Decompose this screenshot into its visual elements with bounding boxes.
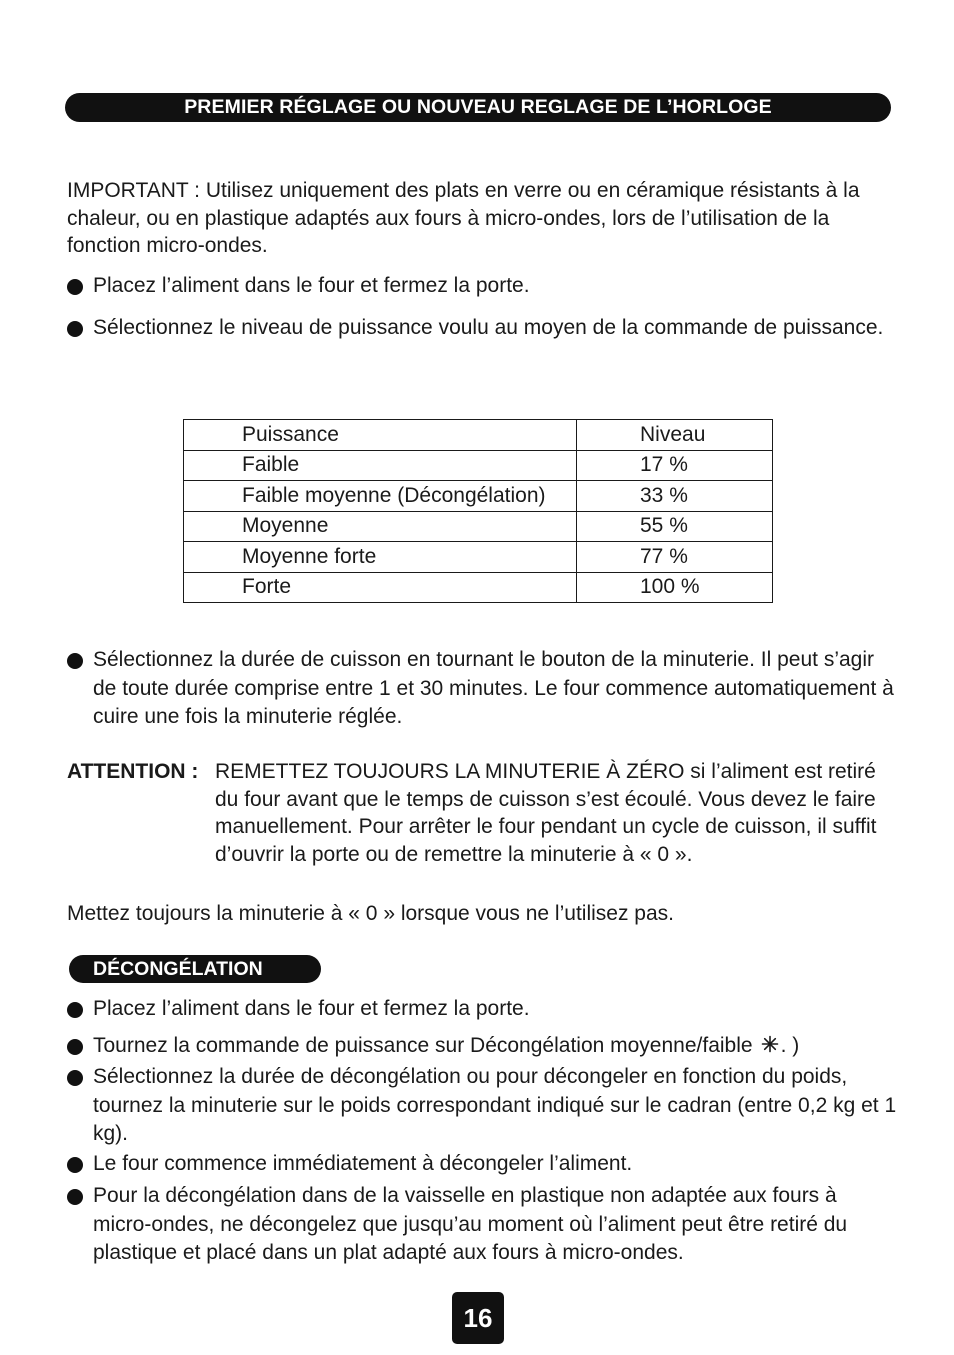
- bullet-item: Pour la décongélation dans de la vaisselle en plastique non adaptée aux fours à micro-ondes, ne décongelez que jusqu’au moment où l’aliment peut être retiré du plastique et placé dans un plat adapté aux fours à micro-ondes.: [67, 1182, 897, 1268]
- table-cell-power: Forte: [184, 572, 577, 603]
- power-level-table: [183, 419, 773, 603]
- bullet-item: Sélectionnez la durée de cuisson en tournant le bouton de la minuterie. Il peut s’agir de toute durée comprise entre 1 et 30 minutes. Le four commence automatiquement à cuire une fois la minuterie réglée.: [67, 646, 897, 732]
- zero-note: Mettez toujours la minuterie à « 0 » lorsque vous ne l’utilisez pas.: [67, 902, 674, 925]
- bullet-item: Le four commence immédiatement à décongeler l’aliment.: [67, 1150, 897, 1179]
- defrost-text: Tournez la commande de puissance sur Décongélation moyenne/faible: [93, 1034, 753, 1057]
- section-title-defrost: DÉCONGÉLATION: [93, 957, 263, 980]
- section-banner-clock: [65, 93, 891, 122]
- bullet-dot-icon: [67, 321, 83, 337]
- table-cell-power: Faible moyenne (Décongélation): [184, 481, 577, 512]
- bullet-dot-icon: [67, 279, 83, 295]
- table-row: [184, 450, 773, 481]
- defrost-text-end: . ): [780, 1034, 800, 1057]
- important-note: IMPORTANT : Utilisez uniquement des plats en verre ou en céramique résistants à la chaleur, ou en plastique adaptés aux fours à micro-ondes, lors de l’utilisation de la fonction micro-ondes.: [67, 179, 860, 257]
- bullet-item: Sélectionnez la durée de décongélation ou pour décongeler en fonction du poids, tournez la minuterie sur le poids correspondant indiqué sur le cadran (entre 0,2 kg et 1 kg).: [67, 1063, 897, 1149]
- table-header-power: Puissance: [184, 420, 577, 451]
- table-row: [184, 481, 773, 512]
- bullet-item: Sélectionnez le niveau de puissance voulu au moyen de la commande de puissance.: [67, 314, 897, 343]
- bullet-dot-icon: [67, 1189, 83, 1205]
- section-banner-defrost: [69, 955, 321, 983]
- bullet-dot-icon: [67, 1157, 83, 1173]
- table-cell-power: Moyenne forte: [184, 542, 577, 573]
- section-title-clock: PREMIER RÉGLAGE OU NOUVEAU REGLAGE DE L’HORLOGE: [184, 96, 772, 118]
- bullet-dot-icon: [67, 1039, 83, 1055]
- table-cell-level: 77 %: [577, 542, 773, 573]
- table-cell-level: 55 %: [577, 511, 773, 542]
- table-cell-level: 33 %: [577, 481, 773, 512]
- table-header-row: [184, 420, 773, 451]
- bullet-dot-icon: [67, 1002, 83, 1018]
- snowflake-icon: [761, 1035, 779, 1053]
- bullet-item: Placez l’aliment dans le four et fermez la porte.: [67, 272, 897, 301]
- table-cell-level: 100 %: [577, 572, 773, 603]
- bullet-item: Placez l’aliment dans le four et fermez la porte.: [67, 995, 897, 1024]
- table-row: [184, 542, 773, 573]
- table-row: [184, 572, 773, 603]
- table-cell-power: Faible: [184, 450, 577, 481]
- attention-text: REMETTEZ TOUJOURS LA MINUTERIE À ZÉRO si l’aliment est retiré du four avant que le temps de cuisson s’est écoulé. Vous devez le faire manuellement. Pour arrêter le four pendant un cycle de cuisson, il suffit d’ouvrir la porte ou de remettre la minuterie à « 0 ».: [215, 760, 877, 866]
- table-header-level: Niveau: [577, 420, 773, 451]
- table-cell-level: 17 %: [577, 450, 773, 481]
- bullet-dot-icon: [67, 653, 83, 669]
- bullet-item: [67, 1032, 897, 1061]
- table-cell-power: Moyenne: [184, 511, 577, 542]
- attention-label: ATTENTION :: [67, 760, 199, 783]
- table-row: [184, 511, 773, 542]
- page-number: 16: [452, 1292, 504, 1344]
- bullet-dot-icon: [67, 1070, 83, 1086]
